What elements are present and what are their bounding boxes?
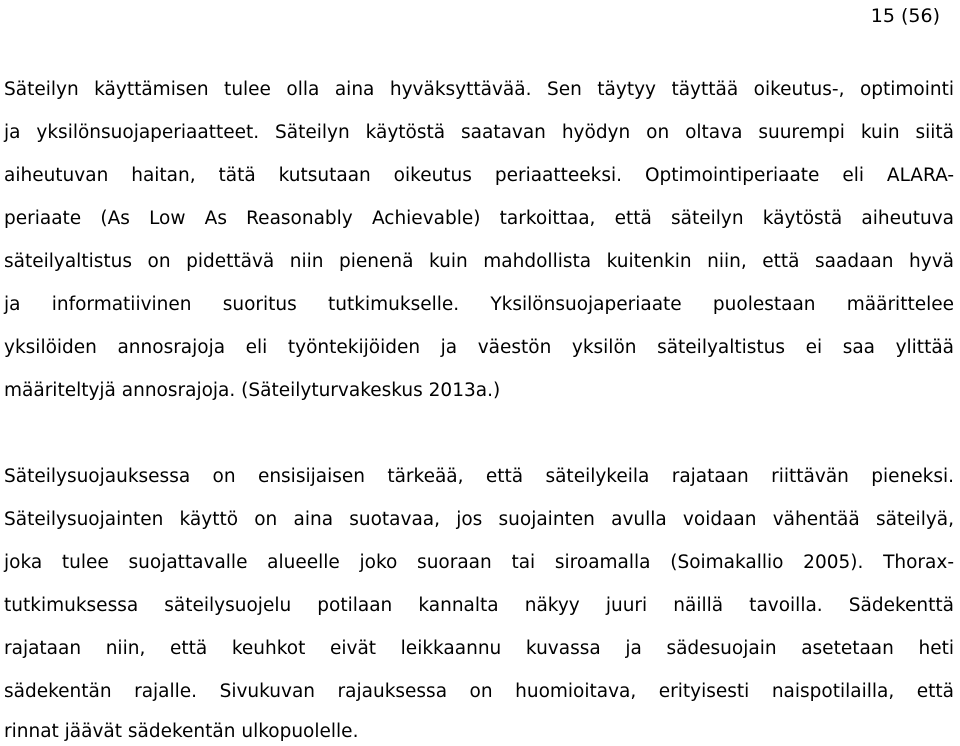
paragraph-2-line: rajataan niin, että keuhkot eivät leikkaannu kuvassa ja sädesuojain asetetaan heti: [4, 638, 954, 659]
paragraph-1-line: ja informatiivinen suoritus tutkimukselle. Yksilönsuojaperiaate puolestaan määrittelee: [4, 294, 954, 315]
paragraph-1-line: ja yksilönsuojaperiaatteet. Säteilyn käytöstä saatavan hyödyn on oltava suurempi kuin siitä: [4, 122, 954, 143]
paragraph-2-line: tutkimuksessa säteilysuojelu potilaan kannalta näkyy juuri näillä tavoilla. Sädekenttä: [4, 595, 954, 616]
paragraph-1-line: säteilyaltistus on pidettävä niin pienenä kuin mahdollista kuitenkin niin, että saadaan hyvä: [4, 251, 954, 272]
paragraph-1-line: aiheutuvan haitan, tätä kutsutaan oikeutus periaatteeksi. Optimointiperiaate eli ALARA-: [4, 165, 954, 186]
paragraph-2-line: Säteilysuojauksessa on ensisijaisen tärkeää, että säteilykeila rajataan riittävän pieneksi.: [4, 466, 954, 487]
paragraph-1-line: määriteltyjä annosrajoja. (Säteilyturvakeskus 2013a.): [4, 380, 501, 401]
paragraph-1-line: periaate (As Low As Reasonably Achievable) tarkoittaa, että säteilyn käytöstä aiheutuva: [4, 208, 954, 229]
paragraph-1-line: Säteilyn käyttämisen tulee olla aina hyväksyttävää. Sen täytyy täyttää oikeutus-, optimointi: [4, 79, 954, 100]
paragraph-2-line: rinnat jäävät sädekentän ulkopuolelle.: [4, 721, 359, 742]
paragraph-2-line: Säteilysuojainten käyttö on aina suotavaa, jos suojainten avulla voidaan vähentää säteilyä,: [4, 509, 954, 530]
paragraph-1-line: yksilöiden annosrajoja eli työntekijöiden ja väestön yksilön säteilyaltistus ei saa ylittää: [4, 337, 954, 358]
paragraph-2-line: joka tulee suojattavalle alueelle joko suoraan tai siroamalla (Soimakallio 2005). Thorax-: [4, 552, 954, 573]
paragraph-2-line: sädekentän rajalle. Sivukuvan rajauksessa on huomioitava, erityisesti naispotilailla, että: [4, 681, 954, 702]
page-number: 15 (56): [870, 5, 940, 27]
